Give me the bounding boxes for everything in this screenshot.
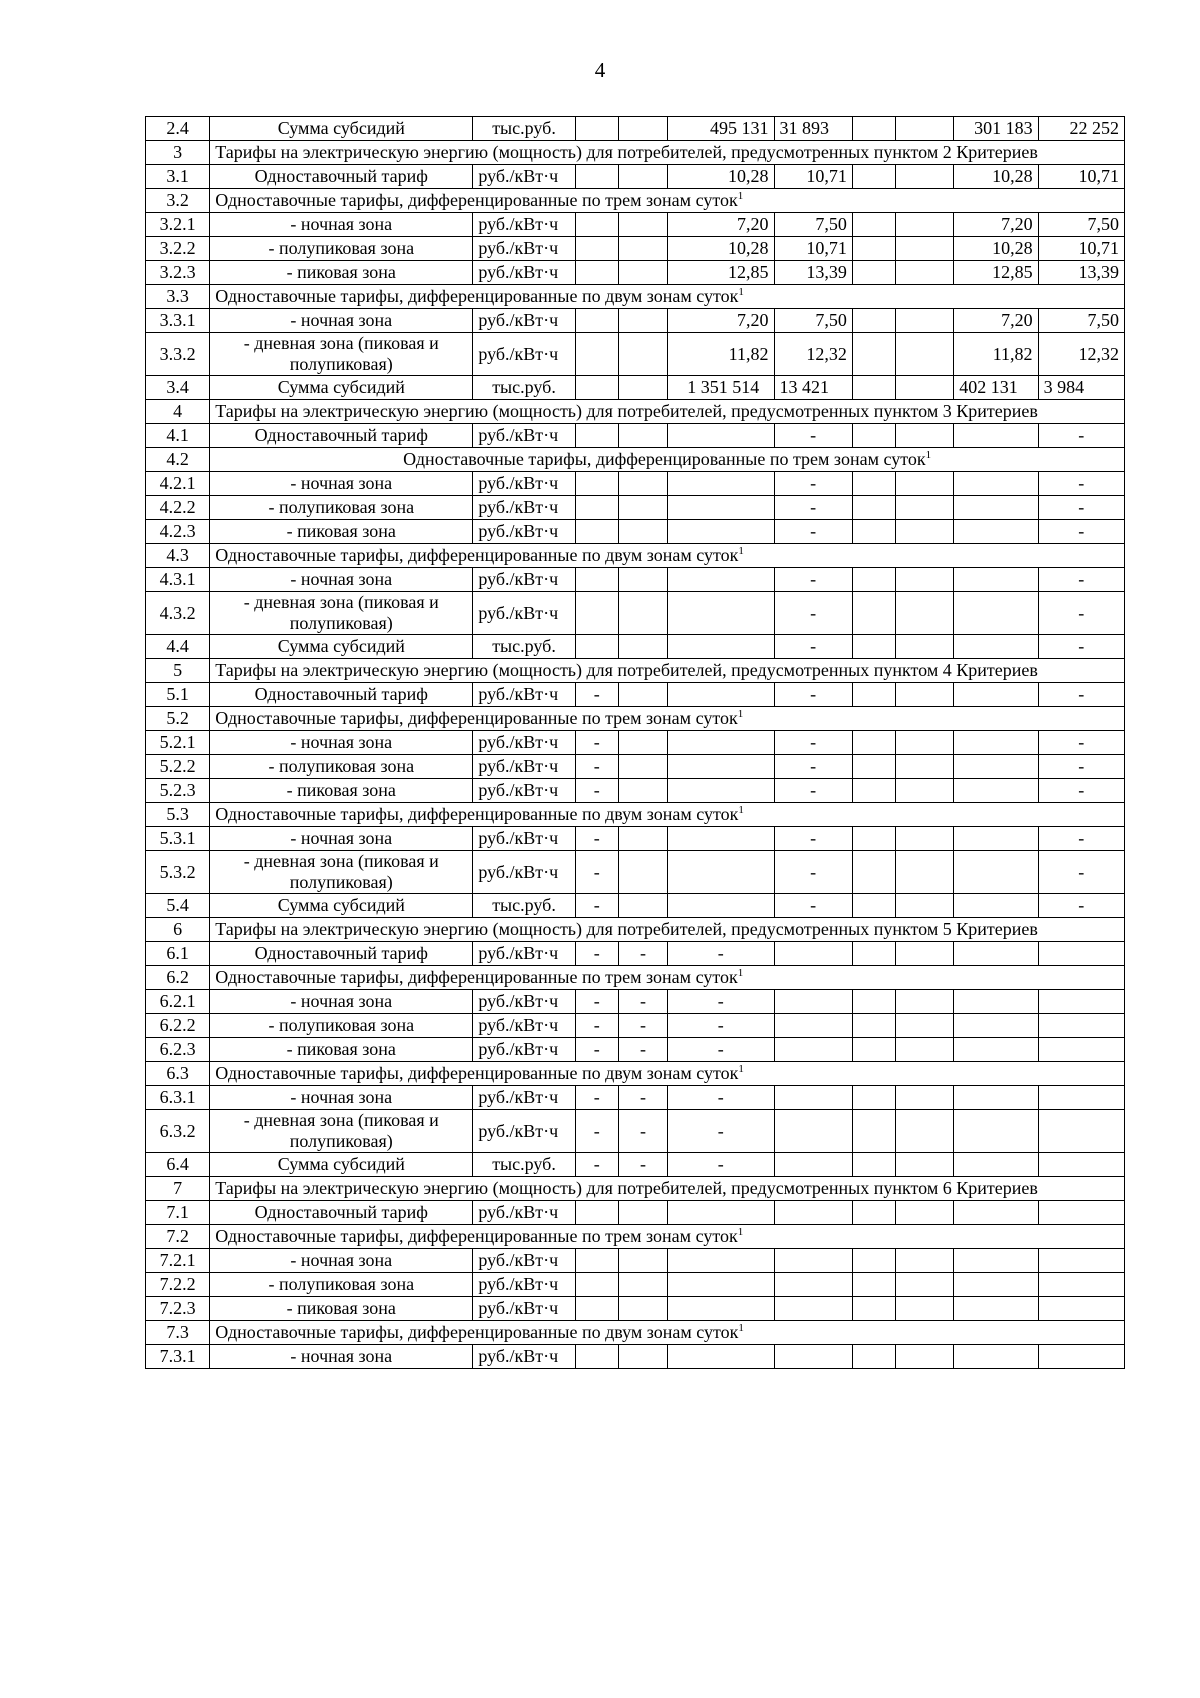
row-number: 5.2.1 xyxy=(146,731,210,755)
subsection-label: Одноставочные тарифы, дифференцированные по двум зонам суток xyxy=(215,1322,739,1342)
row-number: 7.2.1 xyxy=(146,1249,210,1273)
dash-cell: - xyxy=(774,424,852,448)
table-row xyxy=(146,990,1125,1014)
dash-cell: - xyxy=(668,990,774,1014)
dash-cell: - xyxy=(774,592,852,635)
dash-cell: - xyxy=(1038,851,1124,894)
dash-cell: - xyxy=(575,1014,618,1038)
table-row xyxy=(146,683,1125,707)
section-title: Тарифы на электрическую энергию (мощность) для потребителей, предусмотренных пунктом 2 Критериев xyxy=(210,141,1125,165)
dash-cell: - xyxy=(774,635,852,659)
row-number: 4.3 xyxy=(146,544,210,568)
dash-cell: - xyxy=(774,496,852,520)
table-row xyxy=(146,851,1125,894)
row-name: - полупиковая зона xyxy=(210,1273,473,1297)
row-name: Одноставочный тариф xyxy=(210,424,473,448)
row-name: - пиковая зона xyxy=(210,520,473,544)
row-name: Сумма субсидий xyxy=(210,376,473,400)
row-number: 4.2.3 xyxy=(146,520,210,544)
dash-cell: - xyxy=(774,683,852,707)
section-row xyxy=(146,918,1125,942)
dash-cell: - xyxy=(575,1153,618,1177)
table-row xyxy=(146,117,1125,141)
row-name: - дневная зона (пиковая и полупиковая) xyxy=(210,1110,473,1153)
subsection-row xyxy=(146,803,1125,827)
subsection-title xyxy=(210,1321,1125,1345)
dash-cell: - xyxy=(1038,592,1124,635)
row-name: - ночная зона xyxy=(210,309,473,333)
value-cell: 10,28 xyxy=(954,237,1038,261)
table-row xyxy=(146,1273,1125,1297)
row-number: 6.3 xyxy=(146,1062,210,1086)
value-cell: 7,50 xyxy=(1038,213,1124,237)
section-title: Тарифы на электрическую энергию (мощность) для потребителей, предусмотренных пунктом 6 Критериев xyxy=(210,1177,1125,1201)
dash-cell: - xyxy=(774,894,852,918)
row-number: 5.2.3 xyxy=(146,779,210,803)
table-row xyxy=(146,309,1125,333)
subsection-row xyxy=(146,189,1125,213)
row-unit: руб./кВт·ч xyxy=(473,1038,575,1062)
row-name: - ночная зона xyxy=(210,731,473,755)
value-cell: 301 183 xyxy=(954,117,1038,141)
section-row xyxy=(146,659,1125,683)
row-unit: руб./кВт·ч xyxy=(473,424,575,448)
row-unit: руб./кВт·ч xyxy=(473,731,575,755)
row-number: 7.3 xyxy=(146,1321,210,1345)
table-row xyxy=(146,731,1125,755)
row-number: 5.4 xyxy=(146,894,210,918)
row-number: 4.3.1 xyxy=(146,568,210,592)
dash-cell: - xyxy=(575,851,618,894)
dash-cell: - xyxy=(668,1086,774,1110)
table-row xyxy=(146,1014,1125,1038)
subsection-title xyxy=(210,189,1125,213)
value-cell: 11,82 xyxy=(954,333,1038,376)
dash-cell: - xyxy=(575,683,618,707)
subsection-row xyxy=(146,1321,1125,1345)
row-number: 3.3 xyxy=(146,285,210,309)
dash-cell: - xyxy=(1038,755,1124,779)
table-row xyxy=(146,1038,1125,1062)
section-row xyxy=(146,1177,1125,1201)
section-title: Тарифы на электрическую энергию (мощность) для потребителей, предусмотренных пунктом 3 Критериев xyxy=(210,400,1125,424)
row-name: - пиковая зона xyxy=(210,1038,473,1062)
dash-cell: - xyxy=(774,568,852,592)
row-unit: руб./кВт·ч xyxy=(473,942,575,966)
row-name: - ночная зона xyxy=(210,213,473,237)
section-row xyxy=(146,400,1125,424)
row-unit: руб./кВт·ч xyxy=(473,990,575,1014)
row-name: - дневная зона (пиковая и полупиковая) xyxy=(210,851,473,894)
row-unit: тыс.руб. xyxy=(473,376,575,400)
value-cell: 31 893 xyxy=(774,117,852,141)
row-unit: руб./кВт·ч xyxy=(473,1249,575,1273)
row-name: - ночная зона xyxy=(210,1249,473,1273)
dash-cell: - xyxy=(1038,635,1124,659)
subsection-row xyxy=(146,285,1125,309)
row-unit: тыс.руб. xyxy=(473,1153,575,1177)
dash-cell: - xyxy=(668,1110,774,1153)
table-row xyxy=(146,165,1125,189)
subsection-title xyxy=(210,966,1125,990)
value-cell: 402 131 xyxy=(954,376,1038,400)
footnote-mark: 1 xyxy=(737,1226,744,1238)
row-unit: руб./кВт·ч xyxy=(473,592,575,635)
row-number: 5.3.2 xyxy=(146,851,210,894)
table-row xyxy=(146,1153,1125,1177)
row-number: 4.2.1 xyxy=(146,472,210,496)
dash-cell: - xyxy=(575,1110,618,1153)
table-row xyxy=(146,237,1125,261)
row-unit: руб./кВт·ч xyxy=(473,683,575,707)
row-number: 6.3.2 xyxy=(146,1110,210,1153)
subsection-title xyxy=(210,448,1125,472)
value-cell: 3 984 xyxy=(1038,376,1124,400)
row-number: 3.2.1 xyxy=(146,213,210,237)
row-name: - ночная зона xyxy=(210,827,473,851)
row-unit: руб./кВт·ч xyxy=(473,1273,575,1297)
dash-cell: - xyxy=(575,894,618,918)
row-name: Сумма субсидий xyxy=(210,635,473,659)
table-row xyxy=(146,1345,1125,1369)
dash-cell: - xyxy=(1038,894,1124,918)
row-number: 3.4 xyxy=(146,376,210,400)
dash-cell: - xyxy=(774,520,852,544)
subsection-title xyxy=(210,707,1125,731)
subsection-title xyxy=(210,544,1125,568)
row-name: - пиковая зона xyxy=(210,779,473,803)
footnote-mark: 1 xyxy=(738,1063,744,1075)
subsection-row xyxy=(146,707,1125,731)
row-unit: руб./кВт·ч xyxy=(473,827,575,851)
row-number: 3.3.1 xyxy=(146,309,210,333)
row-number: 3.3.2 xyxy=(146,333,210,376)
row-number: 4.2 xyxy=(146,448,210,472)
row-number: 5.2 xyxy=(146,707,210,731)
footnote-mark: 1 xyxy=(738,804,744,816)
row-unit: тыс.руб. xyxy=(473,894,575,918)
dash-cell: - xyxy=(618,1038,667,1062)
value-cell: 10,71 xyxy=(774,237,852,261)
table-row xyxy=(146,894,1125,918)
row-number: 7.3.1 xyxy=(146,1345,210,1369)
row-number: 7.2.2 xyxy=(146,1273,210,1297)
dash-cell: - xyxy=(575,827,618,851)
subsection-title xyxy=(210,285,1125,309)
dash-cell: - xyxy=(774,827,852,851)
dash-cell: - xyxy=(618,942,667,966)
value-cell: 10,71 xyxy=(1038,165,1124,189)
row-unit: руб./кВт·ч xyxy=(473,472,575,496)
footnote-mark: 1 xyxy=(925,449,932,461)
table-row xyxy=(146,592,1125,635)
value-cell: 7,20 xyxy=(954,309,1038,333)
dash-cell: - xyxy=(774,851,852,894)
value-cell: 13,39 xyxy=(774,261,852,285)
footnote-mark: 1 xyxy=(737,967,744,979)
subsection-label: Одноставочные тарифы, дифференцированные по трем зонам суток xyxy=(403,449,926,469)
value-cell: 7,50 xyxy=(774,213,852,237)
table-row xyxy=(146,1297,1125,1321)
table-row xyxy=(146,942,1125,966)
section-number: 3 xyxy=(146,141,210,165)
dash-cell: - xyxy=(1038,827,1124,851)
row-number: 6.2.3 xyxy=(146,1038,210,1062)
dash-cell: - xyxy=(774,472,852,496)
row-number: 7.2 xyxy=(146,1225,210,1249)
row-number: 6.2.1 xyxy=(146,990,210,1014)
row-name: Одноставочный тариф xyxy=(210,683,473,707)
dash-cell: - xyxy=(1038,568,1124,592)
row-unit: руб./кВт·ч xyxy=(473,520,575,544)
value-cell: 12,32 xyxy=(1038,333,1124,376)
row-name: Одноставочный тариф xyxy=(210,1201,473,1225)
footnote-mark: 1 xyxy=(737,190,744,202)
section-number: 4 xyxy=(146,400,210,424)
table-row xyxy=(146,1201,1125,1225)
value-cell: 12,32 xyxy=(774,333,852,376)
row-number: 5.3.1 xyxy=(146,827,210,851)
footnote-mark: 1 xyxy=(738,545,744,557)
row-name: - ночная зона xyxy=(210,568,473,592)
dash-cell: - xyxy=(575,755,618,779)
table-row xyxy=(146,472,1125,496)
row-number: 4.2.2 xyxy=(146,496,210,520)
row-number: 6.4 xyxy=(146,1153,210,1177)
table-row xyxy=(146,1249,1125,1273)
table-row xyxy=(146,1086,1125,1110)
row-name: - пиковая зона xyxy=(210,1297,473,1321)
row-number: 6.3.1 xyxy=(146,1086,210,1110)
dash-cell: - xyxy=(618,1086,667,1110)
row-unit: руб./кВт·ч xyxy=(473,261,575,285)
row-number: 2.4 xyxy=(146,117,210,141)
value-cell: 10,28 xyxy=(954,165,1038,189)
section-number: 6 xyxy=(146,918,210,942)
value-cell: 7,50 xyxy=(774,309,852,333)
value-cell: 7,20 xyxy=(954,213,1038,237)
subsection-label: Одноставочные тарифы, дифференцированные по двум зонам суток xyxy=(215,804,739,824)
subsection-label: Одноставочные тарифы, дифференцированные по трем зонам суток xyxy=(215,708,738,728)
table-row xyxy=(146,827,1125,851)
section-row xyxy=(146,141,1125,165)
dash-cell: - xyxy=(575,990,618,1014)
table-row xyxy=(146,520,1125,544)
row-unit: руб./кВт·ч xyxy=(473,779,575,803)
subsection-label: Одноставочные тарифы, дифференцированные по двум зонам суток xyxy=(215,1063,739,1083)
row-unit: руб./кВт·ч xyxy=(473,1086,575,1110)
row-number: 7.2.3 xyxy=(146,1297,210,1321)
row-unit: руб./кВт·ч xyxy=(473,851,575,894)
row-number: 6.2 xyxy=(146,966,210,990)
dash-cell: - xyxy=(618,1110,667,1153)
value-cell: 1 351 514 xyxy=(668,376,774,400)
row-unit: руб./кВт·ч xyxy=(473,496,575,520)
subsection-label: Одноставочные тарифы, дифференцированные по трем зонам суток xyxy=(215,967,738,987)
value-cell: 10,71 xyxy=(774,165,852,189)
row-number: 3.1 xyxy=(146,165,210,189)
dash-cell: - xyxy=(668,1014,774,1038)
value-cell: 12,85 xyxy=(668,261,774,285)
value-cell: 7,20 xyxy=(668,213,774,237)
row-unit: руб./кВт·ч xyxy=(473,165,575,189)
table-row xyxy=(146,213,1125,237)
footnote-mark: 1 xyxy=(738,1322,744,1334)
row-unit: руб./кВт·ч xyxy=(473,755,575,779)
subsection-label: Одноставочные тарифы, дифференцированные по трем зонам суток xyxy=(215,1226,738,1246)
table-row xyxy=(146,779,1125,803)
value-cell: 11,82 xyxy=(668,333,774,376)
dash-cell: - xyxy=(1038,779,1124,803)
table-row xyxy=(146,635,1125,659)
table-row xyxy=(146,376,1125,400)
row-name: - полупиковая зона xyxy=(210,496,473,520)
footnote-mark: 1 xyxy=(738,286,744,298)
row-unit: руб./кВт·ч xyxy=(473,1110,575,1153)
row-unit: руб./кВт·ч xyxy=(473,237,575,261)
row-unit: тыс.руб. xyxy=(473,635,575,659)
row-name: - ночная зона xyxy=(210,1086,473,1110)
table-row xyxy=(146,568,1125,592)
dash-cell: - xyxy=(575,1086,618,1110)
subsection-label: Одноставочные тарифы, дифференцированные по двум зонам суток xyxy=(215,286,739,306)
subsection-row xyxy=(146,448,1125,472)
row-name: - ночная зона xyxy=(210,1345,473,1369)
row-name: Сумма субсидий xyxy=(210,1153,473,1177)
row-name: Одноставочный тариф xyxy=(210,165,473,189)
row-name: - полупиковая зона xyxy=(210,1014,473,1038)
row-unit: руб./кВт·ч xyxy=(473,1014,575,1038)
dash-cell: - xyxy=(1038,472,1124,496)
table-row xyxy=(146,333,1125,376)
section-number: 7 xyxy=(146,1177,210,1201)
row-number: 5.1 xyxy=(146,683,210,707)
dash-cell: - xyxy=(575,731,618,755)
row-name: - пиковая зона xyxy=(210,261,473,285)
row-unit: руб./кВт·ч xyxy=(473,1201,575,1225)
value-cell: 12,85 xyxy=(954,261,1038,285)
dash-cell: - xyxy=(575,1038,618,1062)
row-name: Сумма субсидий xyxy=(210,117,473,141)
value-cell: 22 252 xyxy=(1038,117,1124,141)
table-row xyxy=(146,261,1125,285)
dash-cell: - xyxy=(1038,683,1124,707)
value-cell: 10,71 xyxy=(1038,237,1124,261)
table-row xyxy=(146,424,1125,448)
dash-cell: - xyxy=(668,1038,774,1062)
dash-cell: - xyxy=(618,990,667,1014)
subsection-row xyxy=(146,966,1125,990)
subsection-label: Одноставочные тарифы, дифференцированные по трем зонам суток xyxy=(215,190,738,210)
subsection-row xyxy=(146,1062,1125,1086)
subsection-title xyxy=(210,803,1125,827)
dash-cell: - xyxy=(774,779,852,803)
dash-cell: - xyxy=(668,942,774,966)
dash-cell: - xyxy=(1038,424,1124,448)
dash-cell: - xyxy=(668,1153,774,1177)
row-name: Одноставочный тариф xyxy=(210,942,473,966)
subsection-title xyxy=(210,1225,1125,1249)
row-name: - полупиковая зона xyxy=(210,237,473,261)
tariff-table xyxy=(145,116,1125,1369)
subsection-row xyxy=(146,1225,1125,1249)
value-cell: 7,50 xyxy=(1038,309,1124,333)
row-unit: руб./кВт·ч xyxy=(473,1297,575,1321)
row-number: 4.1 xyxy=(146,424,210,448)
row-unit: руб./кВт·ч xyxy=(473,213,575,237)
page-number: 4 xyxy=(594,58,606,82)
dash-cell: - xyxy=(1038,520,1124,544)
row-number: 3.2 xyxy=(146,189,210,213)
subsection-row xyxy=(146,544,1125,568)
row-number: 7.1 xyxy=(146,1201,210,1225)
value-cell: 495 131 xyxy=(668,117,774,141)
value-cell: 7,20 xyxy=(668,309,774,333)
dash-cell: - xyxy=(575,942,618,966)
footnote-mark: 1 xyxy=(737,708,744,720)
row-number: 6.2.2 xyxy=(146,1014,210,1038)
row-number: 4.4 xyxy=(146,635,210,659)
subsection-label: Одноставочные тарифы, дифференцированные по двум зонам суток xyxy=(215,545,739,565)
value-cell: 10,28 xyxy=(668,165,774,189)
row-number: 3.2.2 xyxy=(146,237,210,261)
value-cell: 13 421 xyxy=(774,376,852,400)
table-row xyxy=(146,496,1125,520)
value-cell: 10,28 xyxy=(668,237,774,261)
row-name: Сумма субсидий xyxy=(210,894,473,918)
dash-cell: - xyxy=(1038,496,1124,520)
row-unit: тыс.руб. xyxy=(473,117,575,141)
dash-cell: - xyxy=(774,755,852,779)
row-unit: руб./кВт·ч xyxy=(473,309,575,333)
section-title: Тарифы на электрическую энергию (мощность) для потребителей, предусмотренных пунктом 4 Критериев xyxy=(210,659,1125,683)
row-number: 5.3 xyxy=(146,803,210,827)
dash-cell: - xyxy=(1038,731,1124,755)
row-number: 3.2.3 xyxy=(146,261,210,285)
row-unit: руб./кВт·ч xyxy=(473,333,575,376)
table-row xyxy=(146,1110,1125,1153)
row-name: - дневная зона (пиковая и полупиковая) xyxy=(210,333,473,376)
section-number: 5 xyxy=(146,659,210,683)
row-name: - дневная зона (пиковая и полупиковая) xyxy=(210,592,473,635)
value-cell: 13,39 xyxy=(1038,261,1124,285)
row-number: 6.1 xyxy=(146,942,210,966)
table-row xyxy=(146,755,1125,779)
row-name: - полупиковая зона xyxy=(210,755,473,779)
dash-cell: - xyxy=(618,1014,667,1038)
row-name: - ночная зона xyxy=(210,472,473,496)
dash-cell: - xyxy=(575,779,618,803)
row-number: 5.2.2 xyxy=(146,755,210,779)
row-unit: руб./кВт·ч xyxy=(473,568,575,592)
section-title: Тарифы на электрическую энергию (мощность) для потребителей, предусмотренных пунктом 5 Критериев xyxy=(210,918,1125,942)
subsection-title xyxy=(210,1062,1125,1086)
row-number: 4.3.2 xyxy=(146,592,210,635)
dash-cell: - xyxy=(774,731,852,755)
row-unit: руб./кВт·ч xyxy=(473,1345,575,1369)
row-name: - ночная зона xyxy=(210,990,473,1014)
dash-cell: - xyxy=(618,1153,667,1177)
